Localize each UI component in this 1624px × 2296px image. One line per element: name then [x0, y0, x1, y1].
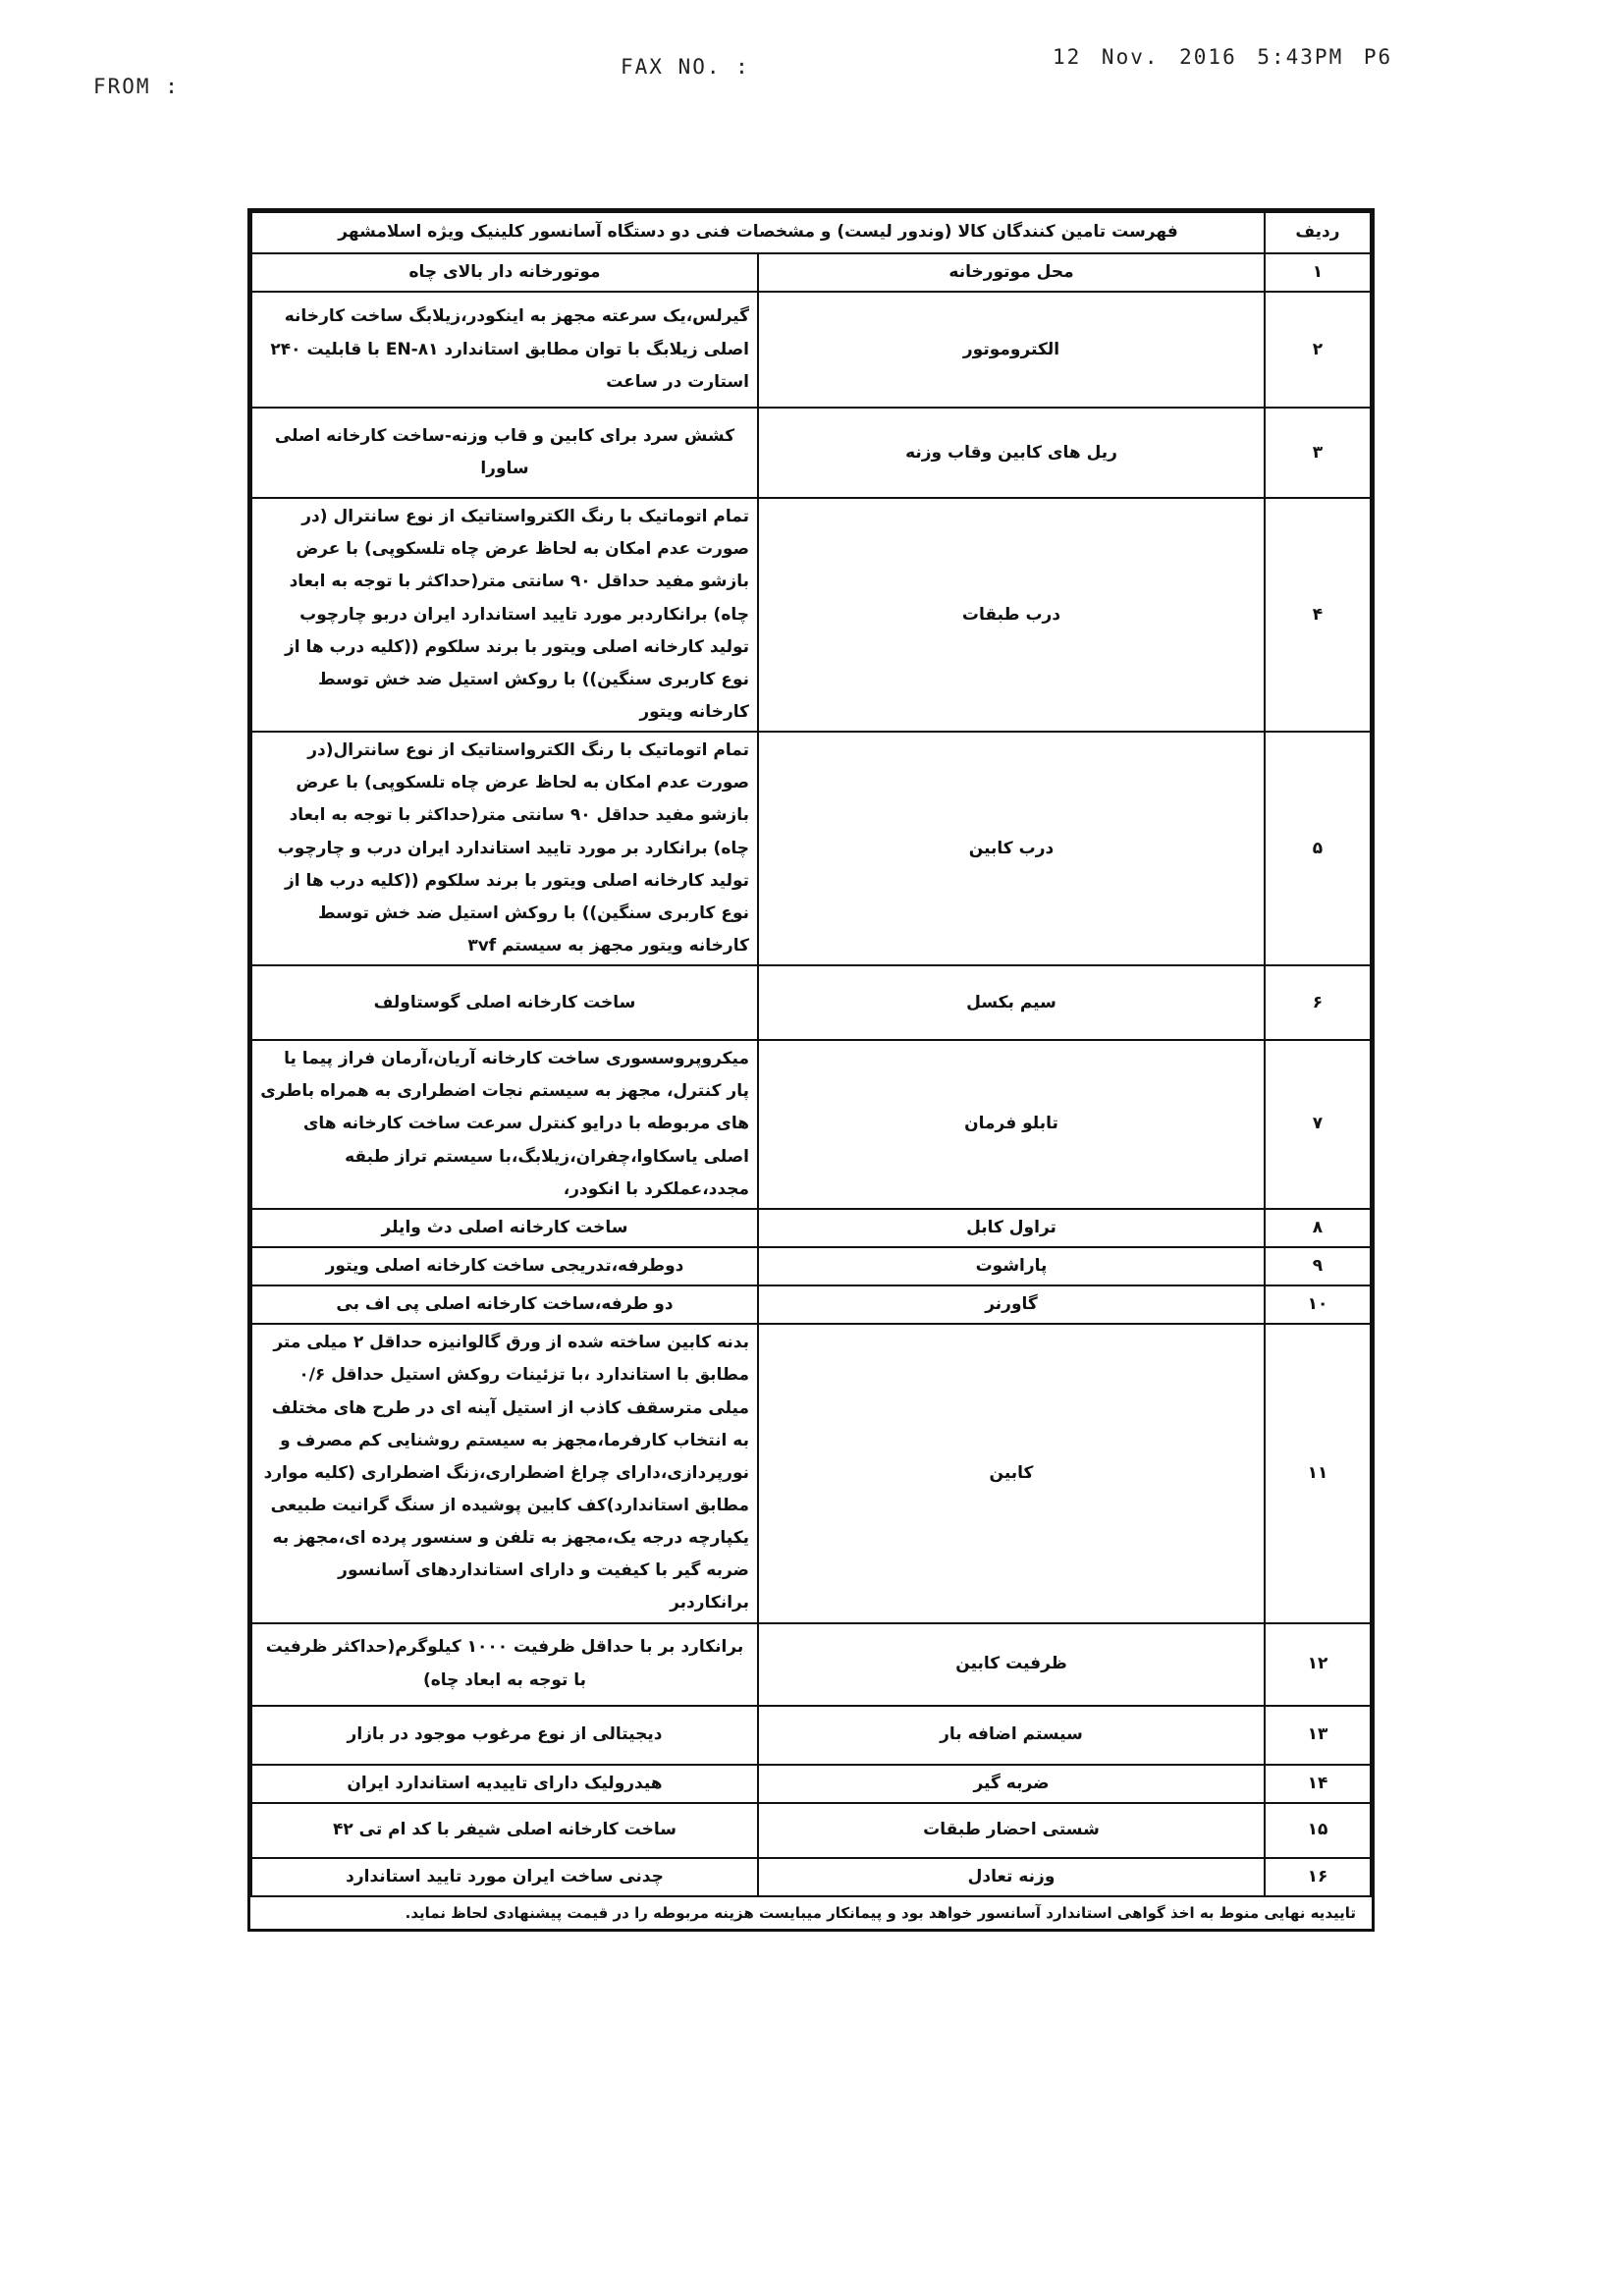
- item-name: الکتروموتور: [758, 292, 1265, 408]
- fax-date-time-page: 12 Nov. 2016 5:43PM P6: [1053, 45, 1393, 69]
- row-number: ۱۴: [1265, 1765, 1371, 1803]
- row-number: ۸: [1265, 1209, 1371, 1247]
- item-description: برانکارد بر با حداقل ظرفیت ۱۰۰۰ کیلوگرم(حداکثر ظرفیت با توجه به ابعاد چاه): [251, 1623, 758, 1706]
- fax-from-label: FROM :: [93, 75, 180, 98]
- table-row: [251, 1858, 1371, 1896]
- row-number-header: ردیف: [1265, 212, 1371, 253]
- item-description: میکروپروسسوری ساخت کارخانه آریان،آرمان فراز پیما یا پار کنترل، مجهز به سیستم نجات اضطراری به همراه باطری های مربوطه با درایو کنترل سرعت ساخت کارخانه های اصلی یاسکاوا،چفران،زیلابگ،با سیستم تراز طبقه مجدد،عملکرد با انکودر،: [251, 1040, 758, 1209]
- item-name: وزنه تعادل: [758, 1858, 1265, 1896]
- item-name: درب طبقات: [758, 498, 1265, 732]
- item-description: ساخت کارخانه اصلی دث وایلر: [251, 1209, 758, 1247]
- row-number: ۱۵: [1265, 1803, 1371, 1858]
- spec-table: [250, 211, 1372, 1897]
- document-title: فهرست تامین کنندگان کالا (وندور لیست) و مشخصات فنی دو دستگاه آسانسور کلینیک ویژه اسلامشهر: [251, 212, 1265, 253]
- item-name: شستی احضار طبقات: [758, 1803, 1265, 1858]
- item-name: ریل های کابین وقاب وزنه: [758, 408, 1265, 498]
- table-row: [251, 1247, 1371, 1285]
- item-name: ظرفیت کابین: [758, 1623, 1265, 1706]
- fax-number-label: FAX NO. :: [621, 55, 750, 79]
- row-number: ۹: [1265, 1247, 1371, 1285]
- table-row: [251, 965, 1371, 1040]
- item-description: دیجیتالی از نوع مرغوب موجود در بازار: [251, 1706, 758, 1765]
- item-description: بدنه کابین ساخته شده از ورق گالوانیزه حداقل ۲ میلی متر مطابق با استاندارد ،با تزئینات روکش استیل حداقل ۰/۶ میلی مترسقف کاذب از استیل آینه ای در طرح های مختلف به انتخاب کارفرما،مجهز به سیستم روشنایی کم مصرف و نورپردازی،دارای چراغ اضطراری،زنگ اضطراری (کلیه موارد مطابق استاندارد)کف کابین پوشیده از سنگ گرانیت طبیعی یکپارچه درجه یک،مجهز به تلفن و سنسور پرده ای،مجهز به ضربه گیر با کیفیت و دارای استانداردهای آسانسور برانکاردبر: [251, 1324, 758, 1622]
- item-name: سیستم اضافه بار: [758, 1706, 1265, 1765]
- table-row: [251, 1706, 1371, 1765]
- row-number: ۷: [1265, 1040, 1371, 1209]
- row-number: ۱۰: [1265, 1285, 1371, 1324]
- item-description: گیرلس،یک سرعته مجهز به اینکودر،زیلابگ ساخت کارخانه اصلی زیلابگ با توان مطابق استاندارد EN-۸۱ با قابلیت ۲۴۰ استارت در ساعت: [251, 292, 758, 408]
- item-description: ساخت کارخانه اصلی گوستاولف: [251, 965, 758, 1040]
- item-name: پاراشوت: [758, 1247, 1265, 1285]
- item-name: کابین: [758, 1324, 1265, 1622]
- row-number: ۱۶: [1265, 1858, 1371, 1896]
- row-number: ۱۱: [1265, 1324, 1371, 1622]
- table-row: [251, 1285, 1371, 1324]
- item-name: ضربه گیر: [758, 1765, 1265, 1803]
- item-description: تمام اتوماتیک با رنگ الکترواستاتیک از نوع سانترال (در صورت عدم امکان به لحاظ عرض چاه تلسکوپی) با عرض بازشو مفید حداقل ۹۰ سانتی متر(حداکثر با توجه به ابعاد چاه) برانکاردبر مورد تایید استاندارد ایران دربو چارچوب تولید کارخانه اصلی ویتور با برند سلکوم ((کلیه درب ها از نوع کاربری سنگین)) با روکش استیل ضد خش توسط کارخانه ویتور: [251, 498, 758, 732]
- table-row: [251, 408, 1371, 498]
- table-row: [251, 1324, 1371, 1622]
- row-number: ۱: [1265, 253, 1371, 292]
- table-row: [251, 1803, 1371, 1858]
- row-number: ۳: [1265, 408, 1371, 498]
- table-row: [251, 1623, 1371, 1706]
- header-row: [251, 212, 1371, 253]
- row-number: ۶: [1265, 965, 1371, 1040]
- item-description: موتورخانه دار بالای چاه: [251, 253, 758, 292]
- approval-footnote: تاییدیه نهایی منوط به اخذ گواهی استاندارد آسانسور خواهد بود و پیمانکار میبایست هزینه مربوطه را در قیمت پیشنهادی لحاظ نماید.: [405, 1903, 1356, 1922]
- row-number: ۲: [1265, 292, 1371, 408]
- spec-document: [247, 208, 1375, 1932]
- item-name: تراول کابل: [758, 1209, 1265, 1247]
- item-name: تابلو فرمان: [758, 1040, 1265, 1209]
- table-row: [251, 292, 1371, 408]
- table-row: [251, 1765, 1371, 1803]
- row-number: ۱۳: [1265, 1706, 1371, 1765]
- row-number: ۵: [1265, 732, 1371, 965]
- item-name: گاورنر: [758, 1285, 1265, 1324]
- item-name: درب کابین: [758, 732, 1265, 965]
- item-description: ساخت کارخانه اصلی شیفر با کد ام تی ۴۲: [251, 1803, 758, 1858]
- item-description: هیدرولیک دارای تاییدیه استاندارد ایران: [251, 1765, 758, 1803]
- table-row: [251, 732, 1371, 965]
- item-name: سیم بکسل: [758, 965, 1265, 1040]
- table-row: [251, 253, 1371, 292]
- row-number: ۴: [1265, 498, 1371, 732]
- item-description: تمام اتوماتیک با رنگ الکترواستاتیک از نوع سانترال(در صورت عدم امکان به لحاظ عرض چاه تلسکوپی) با عرض بازشو مفید حداقل ۹۰ سانتی متر(حداکثر با توجه به ابعاد چاه) برانکارد بر مورد تایید استاندارد ایران درب و چارچوب تولید کارخانه اصلی ویتور با برند سلکوم ((کلیه درب ها از نوع کاربری سنگین)) با روکش استیل ضد خش توسط کارخانه ویتور مجهز به سیستم ۳vf: [251, 732, 758, 965]
- item-description: دو طرفه،ساخت کارخانه اصلی پی اف بی: [251, 1285, 758, 1324]
- item-description: چدنی ساخت ایران مورد تایید استاندارد: [251, 1858, 758, 1896]
- table-row: [251, 1209, 1371, 1247]
- row-number: ۱۲: [1265, 1623, 1371, 1706]
- item-description: دوطرفه،تدریجی ساخت کارخانه اصلی ویتور: [251, 1247, 758, 1285]
- table-row: [251, 498, 1371, 732]
- table-row: [251, 1040, 1371, 1209]
- item-name: محل موتورخانه: [758, 253, 1265, 292]
- item-description: کشش سرد برای کابین و قاب وزنه-ساخت کارخانه اصلی ساورا: [251, 408, 758, 498]
